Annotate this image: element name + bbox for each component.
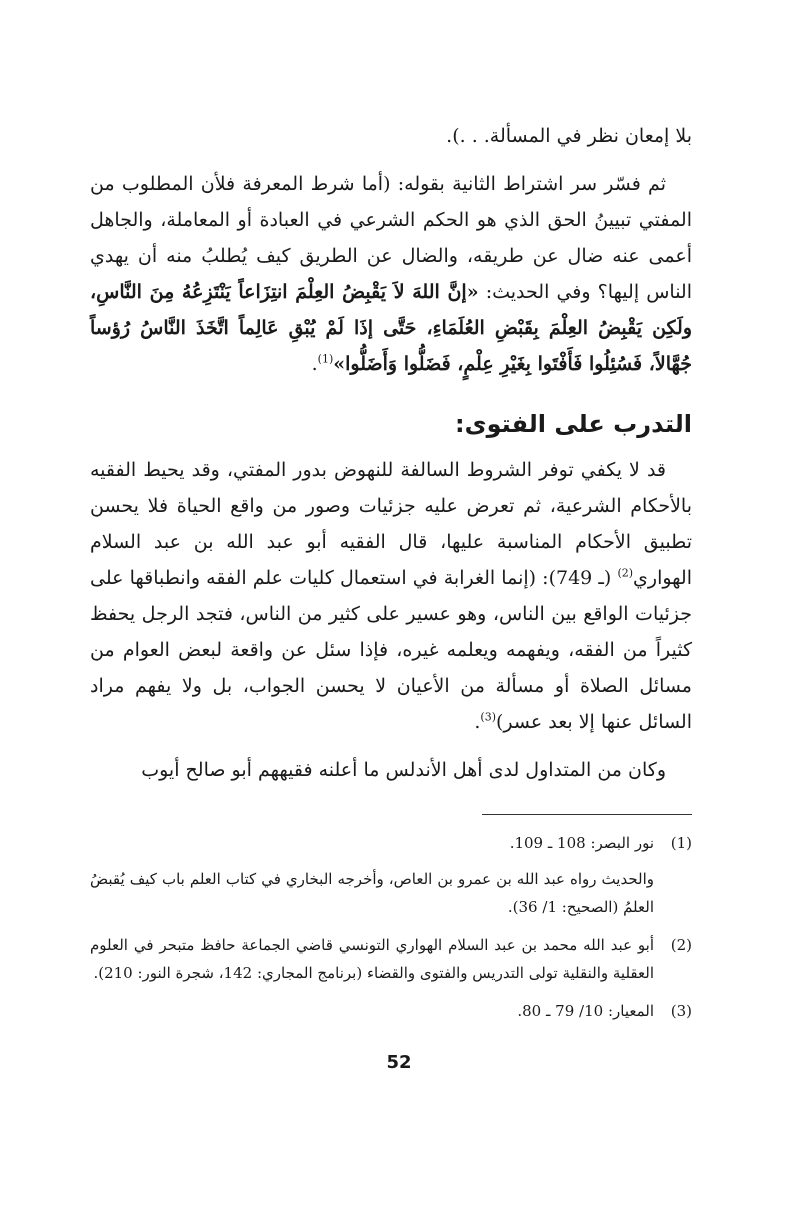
paragraph-andalus: وكان من المتداول لدى أهل الأندلس ما أعلنه فقيههم أبو صالح أيوب [141,759,666,781]
paragraph-continuation: بلا إمعان نظر في المسألة. . .). [446,125,692,147]
footnote-number: (1) [670,834,692,852]
paragraph-text: ثم فسّر سر اشتراط الثانية بقوله: (أما شرط المعرفة فلأن المطلوب من المفتي تبيينُ الحق الذي هو الحكم الشرعي في العبادة أو المعاملة، والجاهل أعمى عنه ضال عن طريقه، والضال عن الطريق كيف يُطلبُ منه أن يهدي الناس إليها؟ وفي الحديث: [90,173,693,303]
footnote-ref-1[interactable]: (1) [317,352,334,366]
footnote-2 [90,931,692,987]
footnote-1 [90,829,692,921]
footnote-ref-2[interactable]: (2) [617,566,634,580]
hadith-quote: «إنَّ اللهَ لاَ يَقْبِضُ العِلْمَ انتِزَاعاً يَنْتَزِعُهُ مِنَ النَّاسِ، ولَكِن يَقْبِضُ العِلْمَ بِقَبْضِ العُلَمَاءِ، حَتَّى إذَا لَمْ يُبْقِ عَالِماً اتَّخَذَ النَّاسُ رُؤساً جُهَّالاً، فَسُئِلُوا فَأَفْتَوا بِغَيْرِ عِلْمٍ، فَضَلُّوا وَأَضَلُّوا» [90,281,692,375]
paragraph-training [90,452,692,740]
footnote-text: أبو عبد الله محمد بن عبد السلام الهواري التونسي قاضي الجماعة حافظ متبحر في العلوم العقلية والنقلية تولى التدريس والفتوى والقضاء (برنامج المجاري: 142، شجرة النور: 210). [90,936,654,982]
footnote-text [90,829,654,921]
footnote-line: والحديث رواه عبد الله بن عمرو بن العاص، وأخرجه البخاري في كتاب العلم باب كيف يُقبضُ العلمُ (الصحيح: 1/ 36). [90,870,654,916]
page-content [90,118,692,1035]
footnote-divider [482,814,692,815]
paragraph-text: (ـ 749): (إنما الغرابة في استعمال كليات علم الفقه وانطباقها على جزئيات الواقع بين الناس، وهو عسير على كثير من الناس، فتجد الرجل يحفظ كثيراً من الفقه، ويفهمه ويعلمه غيره، فإذا سئل عن واقعة لبعض العوام من مسائل الصلاة أو مسألة من الأعيان لا يحسن الجواب، بل ولا يفهم مراد السائل عنها إلا بعد عسر) [90,567,692,733]
footnote-ref-3[interactable]: (3) [480,710,497,724]
page-number: 52 [386,1052,412,1073]
footnote-line: نور البصر: 108 ـ 109. [509,834,654,852]
paragraph-text: قد لا يكفي توفر الشروط السالفة للنهوض بدور المفتي، وقد يحيط الفقيه بالأحكام الشرعية، ثم تعرض عليه جزئيات وصور من واقع الحياة فلا يحسن تطبيق الأحكام المناسبة عليها، قال الفقيه أبو عبد الله بن عبد السلام الهواري [90,459,692,589]
section-heading: التدرب على الفتوى: [455,410,692,438]
paragraph-end: . [311,353,318,375]
paragraph-fatwa-knowledge [90,166,692,382]
footnote-number: (3) [670,1002,692,1020]
footnote-number: (2) [670,936,692,954]
footnote-text: المعيار: 10/ 79 ـ 80. [517,1002,654,1020]
paragraph-end: . [474,711,481,733]
footnote-3 [90,997,692,1025]
